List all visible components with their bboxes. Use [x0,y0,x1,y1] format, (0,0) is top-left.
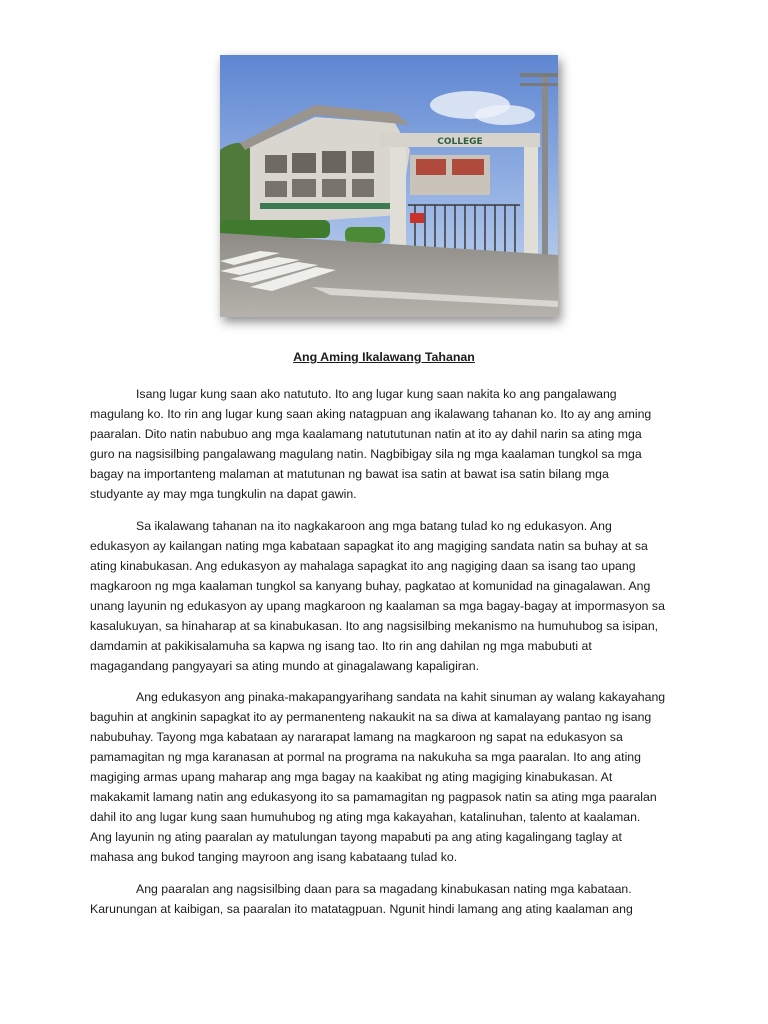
paragraph-line: magiging armas upang maharap ang mga bagay na kaakibat ng ating magiging kinabukasan. At [90,770,613,784]
utility-pole [542,75,548,275]
paragraph-line: Karunungan at kaibigan, sa paaralan ito matatagpuan. Ngunit hindi lamang ang ating kaalaman ang [90,901,633,916]
paragraph-line: paaralan. Dito natin nabubuo ang mga kaalamang natututunan natin at ito ay dahil narin sa ating mga [90,427,642,441]
paragraph-line: magagandang pangyayari sa ating mundo at ginagalawang kapaligiran. [90,658,479,673]
paragraph-line: Ang paaralan ang nagsisilbing daan para sa magadang kinabukasan nating mga kabataan. [136,881,632,896]
paragraph-line: unang layunin ng edukasyon ay upang magkaroon ng kaalaman sa mga bagay-bagay at impormasyon sa [90,598,665,613]
paragraph-line: guro na nagsisilbing pangalawang magulang natin. Nagbibigay sila ng mga kaalaman tungkol sa mga [90,447,642,461]
paragraph-line: Ang layunin ng ating paaralan ay matulungan tayong mapabuti pa ang ating kagalingang taglay at [90,830,622,844]
paragraph-line: mahasa ang bukod tanging mayroon ang isang kabataang tulad ko. [90,850,458,864]
paragraph-line: Ang edukasyon ang pinaka-makapangyarihang sandata na kahit sinuman ay walang kakayahang [136,690,666,704]
gate-pillar-right [524,147,538,259]
paragraph-line: dahil ito ang lugar kung saan humuhubog ng ating mga kakayahan, katalinuhan, talento at kaalaman. [90,810,641,824]
paragraph-line: pamamagitan ng mga karanasan at pormal na programa na nakukuha sa mga paaralan. Ito ang ating [90,750,641,764]
paragraph-line: nabubuhay. Tayong mga kabataan ay nararapat lamang na magkaroon ng sapat na edukasyon sa [90,730,623,744]
document-title: Ang Aming Ikalawang Tahanan [293,350,475,364]
paragraph-line: magulang ko. Ito rin ang lugar kung saan aking natagpuan ang ikalawang tahanan ko. Ito ay ang aming [90,407,652,421]
school-photo [220,55,558,317]
paragraph-4 [90,879,678,919]
paragraph-line: makakamit lamang natin ang edukasyong ito sa pamamagitan ng pagpasok natin sa ating mga paaralan [90,790,657,804]
paragraph-2 [90,516,678,676]
paragraph-3 [90,687,678,867]
paragraph-line: kasalukuyan, sa hinaharap at sa kinabukasan. Ito ang nagsisilbing mekanismo na humuhubog sa isipan, [90,618,659,633]
paragraph-1 [90,384,678,504]
paragraph-line: studyante ay may mga tungkulin na dapat gawin. [90,487,357,501]
paragraph-line: Isang lugar kung saan ako natututo. Ito ang lugar kung saan nakita ko ang pangalawang [136,387,617,401]
paragraph-line: Sa ikalawang tahanan na ito nagkakaroon ang mga batang tulad ko ng edukasyon. Ang [136,518,612,533]
document-body [90,384,678,930]
school-building-illustration [220,55,558,317]
paragraph-line: edukasyon ay kailangan nating mga kabataan sapagkat ito ang magiging sandata natin sa buhay at sa [90,538,648,553]
paragraph-line: ating kinabukasan. Ang edukasyon ay mahalaga sapagkat ito ang nagiging daan sa isang tao upang [90,558,636,573]
paragraph-line: baguhin at angkinin sapagkat ito ay permanenteng nakaukit na sa diwa at kamalayang pantao ng isang [90,710,652,724]
gate-pillar-left [390,147,406,257]
paragraph-line: bagay na importanteng malaman at matutunan ng bawat isa satin at bawat isa satin bilang mga [90,467,609,481]
paragraph-line: magkaroon ng mga kaalaman tungkol sa kanyang buhay, pagkatao at komunidad na ginagalawan. Ang [90,578,651,593]
paragraph-line: damdamin at pakikisalamuha sa kapwa ng isang tao. Ito rin ang dahilan ng mga mabubuti at [90,638,592,653]
gate-sign: COLLEGE [437,137,483,147]
